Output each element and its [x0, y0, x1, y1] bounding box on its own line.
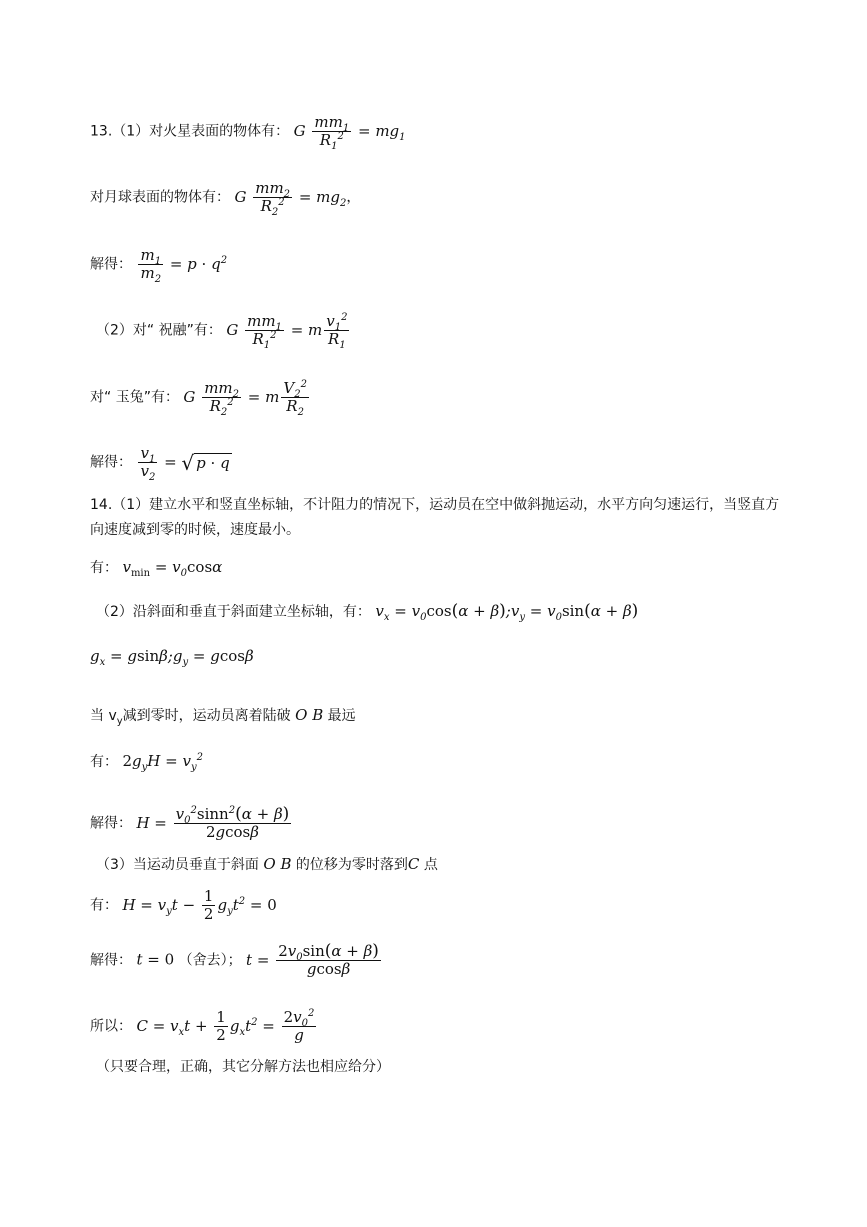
formula-moon-gravity: G $\frac{mm_2}{R_2^2}$ = $mg_2$ — [234, 179, 347, 218]
q14-have-3: 有： — [90, 897, 118, 914]
q14-part3-text — [96, 855, 438, 874]
q13-comma: ， — [346, 189, 361, 206]
q13-solution-1 — [90, 246, 228, 285]
formula-yutu: G $\frac{mm_2}{R_2^2}$ = m $\frac{V_2^2}{R_2}$ — [183, 379, 307, 418]
q14-farthest-text: 当 $v_y$减到零时，运动员离着陆破 O B 最远 — [90, 706, 356, 727]
q14-part1-text: 14.（1）建立水平和竖直坐标轴，不计阻力的情况下，运动员在空中做斜抛运动，水平方向匀速运行，当竖直方向速度减到零的时候，速度最小。 — [90, 497, 780, 538]
formula-2gyH: $2g_yH = v_y^2$ — [122, 752, 203, 773]
formula-H-time: $H = v_yt$ − $\frac{1}{2}$ $g_yt^2 = 0$ — [122, 887, 277, 923]
q14-displacement-eq — [90, 888, 277, 923]
formula-zhurong: G $\frac{mm_1}{R_1^2}$ = m $\frac{v_1^2}{R_1}$ — [226, 312, 348, 351]
formula-H: H = $\frac{v_0^2\sin n^2(\alpha + \beta)}{2gcos\beta}$ — [136, 804, 290, 841]
symbol-OB-2: O B — [263, 855, 292, 873]
q13-yutu-equation — [90, 379, 311, 418]
q14-discard: （舍去）； — [178, 952, 242, 969]
formula-t: t = $\frac{2v_0\sin(\alpha + \beta)}{gcos\beta}$ — [246, 941, 379, 978]
q13-label-4: （2）对“ 祝融”有： — [96, 322, 222, 339]
q14-t-solution — [90, 943, 383, 978]
q14-farthest-end: 最远 — [327, 708, 356, 724]
q13-solution-2 — [90, 444, 232, 483]
symbol-OB: O B — [295, 706, 324, 724]
q14-so: 所以： — [90, 1018, 132, 1035]
q13-label-5: 对“ 玉兔”有： — [90, 389, 179, 406]
q13-label-3: 解得： — [90, 256, 132, 273]
q14-solve-2: 解得： — [90, 952, 132, 969]
q14-part3-b: 的位移为零时落到 — [295, 857, 408, 873]
formula-vx-vy: $v_x = v_0\cos(\alpha$ + $\beta);v_y = v_0\sin(\alpha + \beta)$ — [375, 601, 639, 623]
q14-part3-a: （3）当运动员垂直于斜面 — [96, 857, 259, 873]
formula-t-zero: t = 0 — [136, 950, 175, 969]
q13-zhurong-equation — [96, 312, 351, 351]
q13-label-2: 对月球表面的物体有： — [90, 189, 230, 206]
formula-C: $C = v_xt$ + $\frac{1}{2}$ $g_xt^2$ = $\frac{2v_0^2}{g}$ — [136, 1008, 315, 1044]
q14-have-1: 有： — [90, 560, 118, 576]
q13-label-6: 解得： — [90, 454, 132, 471]
q14-when-vy: 当 v — [90, 708, 117, 724]
sqrt-symbol: √ p · q — [181, 451, 230, 475]
q14-part2-axes — [96, 602, 638, 621]
q14-energy-eq — [90, 752, 203, 771]
formula-gx-gy: $g_x$ = $gsin\beta;g_y = gcos\beta$ — [90, 647, 254, 668]
q14-min-speed — [90, 558, 222, 577]
formula-velocity-ratio: $\frac{v_1}{v_2}$ = √ p · q — [140, 444, 230, 483]
q13-moon-equation — [90, 179, 361, 218]
q14-H-solution — [90, 806, 293, 841]
q14-solve-1: 解得： — [90, 815, 132, 832]
symbol-C: C — [407, 855, 420, 873]
grading-note: （只要合理，正确，其它分解方法也相应给分） — [96, 1059, 390, 1075]
q14-farthest-mid: 减到零时，运动员离着陆破 — [122, 708, 291, 724]
q14-have-2: 有： — [90, 754, 118, 770]
q13-label-1: 13.（1）对火星表面的物体有： — [90, 123, 290, 140]
q14-gx-gy — [90, 647, 254, 666]
formula-mars-gravity: G $\frac{mm_1}{R_1^2}$ = $mg_1$ — [293, 113, 406, 152]
q13-mars-equation — [90, 113, 406, 152]
formula-vmin: $v_{min} = v_0\cos\alpha$ — [122, 558, 223, 579]
formula-mass-ratio: $\frac{m_1}{m_2}$ = $p \cdot q^2$ — [140, 246, 228, 285]
q14-part3-c: 点 — [423, 857, 438, 873]
q14-C-result — [90, 1009, 318, 1044]
q14-part2-label: （2）沿斜面和垂直于斜面建立坐标轴，有： — [96, 604, 371, 620]
